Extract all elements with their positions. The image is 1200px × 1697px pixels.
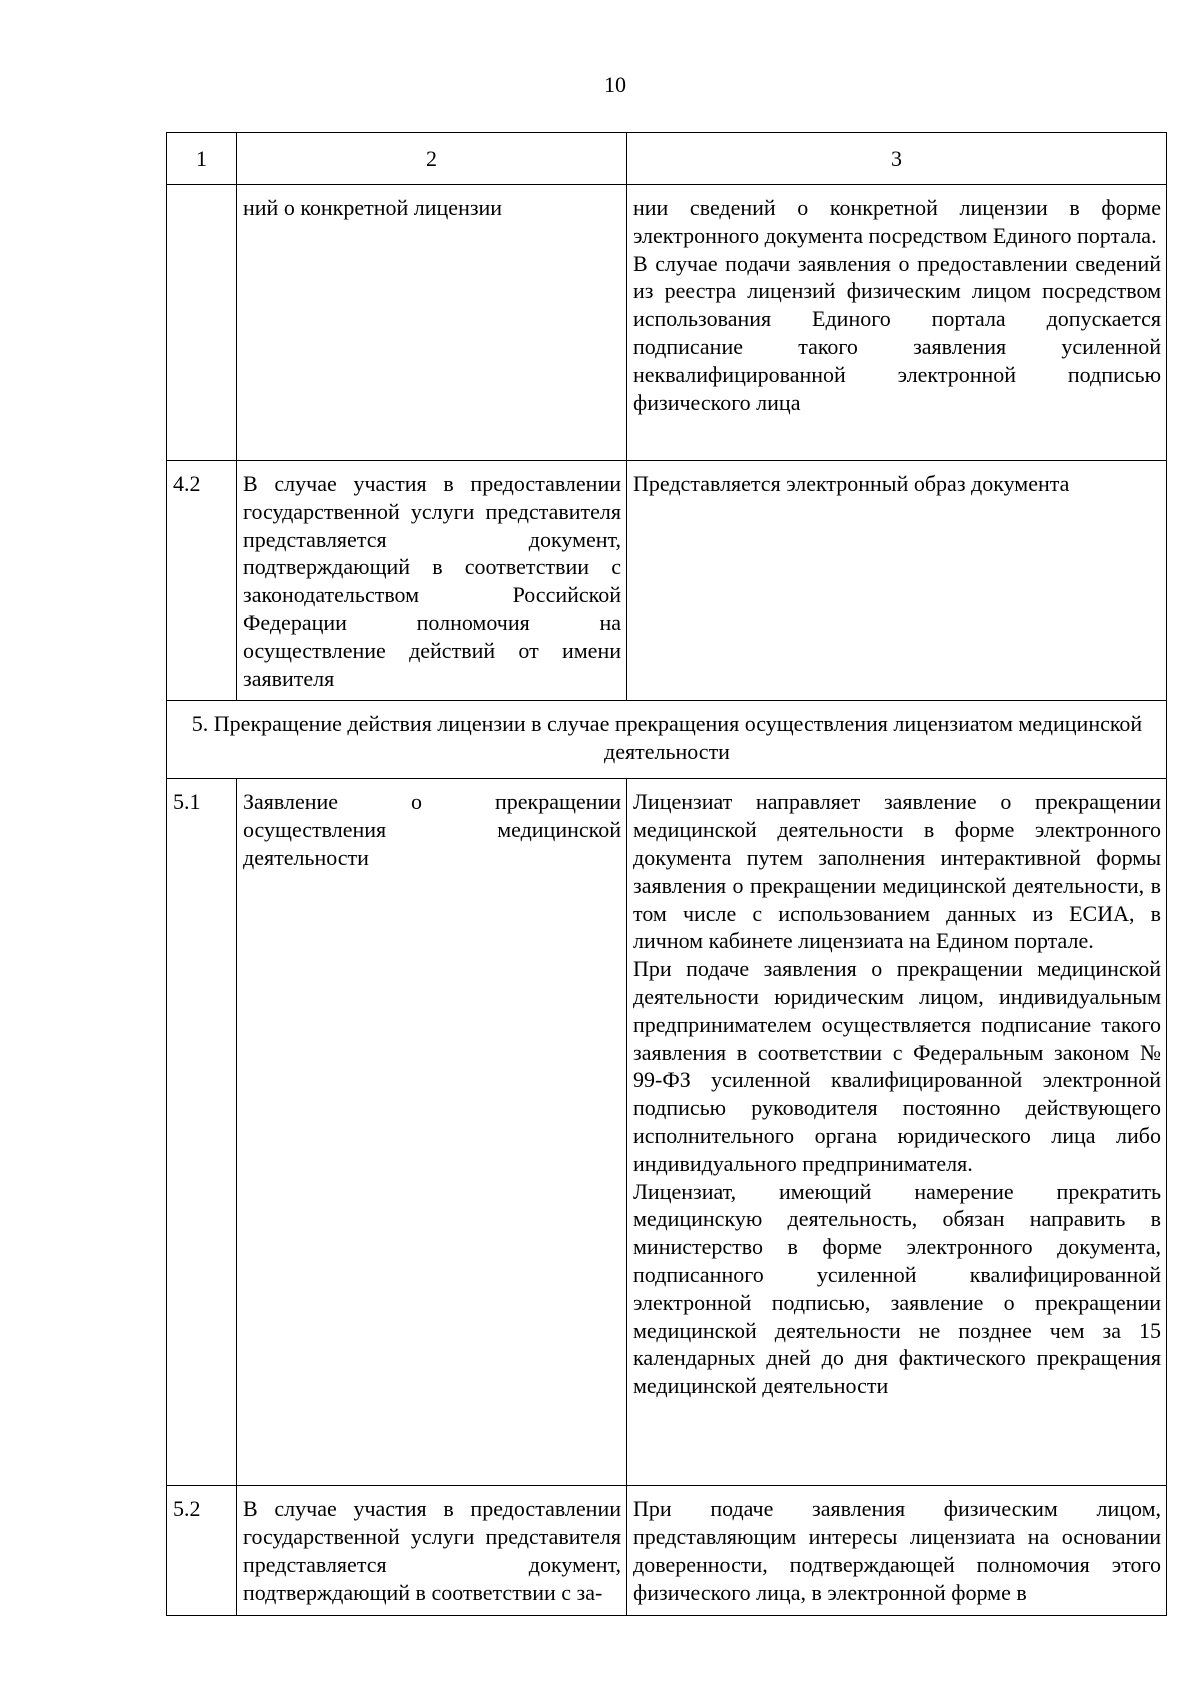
requirements-paragraph: Лицензиат направляет заявление о прекращении медицинской деятельности в форме электронного документа путем заполнения интерактивной формы заявления о прекращении медицинской деятельности, в том числе с использованием данных из ЕСИА, в личном кабинете лицензиата на Едином портале. <box>633 789 1161 954</box>
requirements-paragraph: При подаче заявления физическим лицом, представляющим интересы лицензиата на основании доверенности, подтверждающей полномочия этого физического лица, в электронной форме в <box>633 1496 1161 1605</box>
table-row <box>167 185 1167 461</box>
document-table <box>166 132 1167 1616</box>
header-cell-1: 1 <box>167 133 237 185</box>
requirements-paragraph: В случае подачи заявления о предоставлении сведений из реестра лицензий физическим лицом посредством использования Единого портала допускается подписание такого заявления усиленной неквалифицированной электронной подписью физического лица <box>633 250 1161 415</box>
table-row <box>167 1486 1167 1615</box>
header-cell-2: 2 <box>237 133 627 185</box>
row-number: 5.1 <box>167 779 237 1486</box>
table-row <box>167 461 1167 701</box>
requirements-cell <box>627 1486 1167 1615</box>
page-number: 10 <box>604 72 626 97</box>
document-name-cell: ний о конкретной лицензии <box>237 185 627 461</box>
row-number: 5.2 <box>167 1486 237 1615</box>
requirements-cell <box>627 185 1167 461</box>
requirements-paragraph: Представляется электронный образ документа <box>633 471 1070 496</box>
requirements-cell <box>627 779 1167 1486</box>
document-name-cell: В случае участия в предоставлении государственной услуги представителя представляется документ, подтверждающий в соответствии с за- <box>237 1486 627 1615</box>
row-number: 4.2 <box>167 461 237 701</box>
requirements-paragraph: Лицензиат, имеющий намерение прекратить медицинскую деятельность, обязан направить в министерство в форме электронного документа, подписанного усиленной квалифицированной электронной подписью, заявление о прекращении медицинской деятельности не позднее чем за 15 календарных дней до дня фактического прекращения медицинской деятельности <box>633 1178 1161 1399</box>
document-name-cell: Заявление о прекращении осуществления медицинской деятельности <box>237 779 627 1486</box>
requirements-cell <box>627 461 1167 701</box>
row-number <box>167 185 237 461</box>
document-name-cell: В случае участия в предоставлении государственной услуги представителя представляется документ, подтверждающий в соответствии с законодательством Российской Федерации полномочия на осуществление действий от имени заявителя <box>237 461 627 701</box>
requirements-paragraph: При подаче заявления о прекращении медицинской деятельности юридическим лицом, индивидуальным предпринимателем осуществляется подписание такого заявления в соответствии с Федеральным законом № 99-ФЗ усиленной квалифицированной электронной подписью руководителя постоянно действующего исполнительного органа юридического лица либо индивидуального предпринимателя. <box>633 956 1161 1176</box>
table-row <box>167 779 1167 1486</box>
requirements-paragraph: нии сведений о конкретной лицензии в форме электронного документа посредством Единого портала. <box>633 195 1161 248</box>
section-heading: 5. Прекращение действия лицензии в случае прекращения осуществления лицензиатом медицинской деятельности <box>167 701 1167 779</box>
table-header-row <box>167 133 1167 185</box>
section-row <box>167 701 1167 779</box>
header-cell-3: 3 <box>627 133 1167 185</box>
